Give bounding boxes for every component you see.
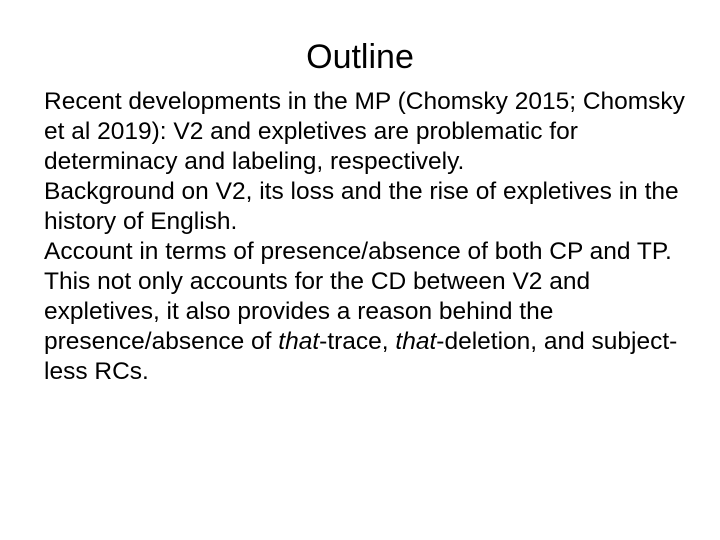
account-text-part-2: -trace, — [319, 328, 396, 355]
paragraph-account — [44, 237, 690, 387]
paragraph-recent-developments: Recent developments in the MP (Chomsky 2015; Chomsky et al 2019): V2 and expletives are problematic for determinacy and labeling, respectively. — [44, 88, 685, 175]
account-text-part-1: Account in terms of presence/absence of both CP and TP. This not only accounts for the CD between V2 and expletives, it also provides a reason behind the presence/absence of — [44, 238, 672, 355]
account-italic-that-1: that — [278, 328, 320, 355]
account-italic-that-2: that — [395, 328, 437, 355]
account-text-part-3: -deletion, and subject-less RCs. — [44, 328, 678, 385]
slide-title: Outline — [306, 38, 414, 76]
slide-body — [44, 87, 690, 387]
paragraph-background-v2: Background on V2, its loss and the rise of expletives in the history of English. — [44, 178, 679, 235]
